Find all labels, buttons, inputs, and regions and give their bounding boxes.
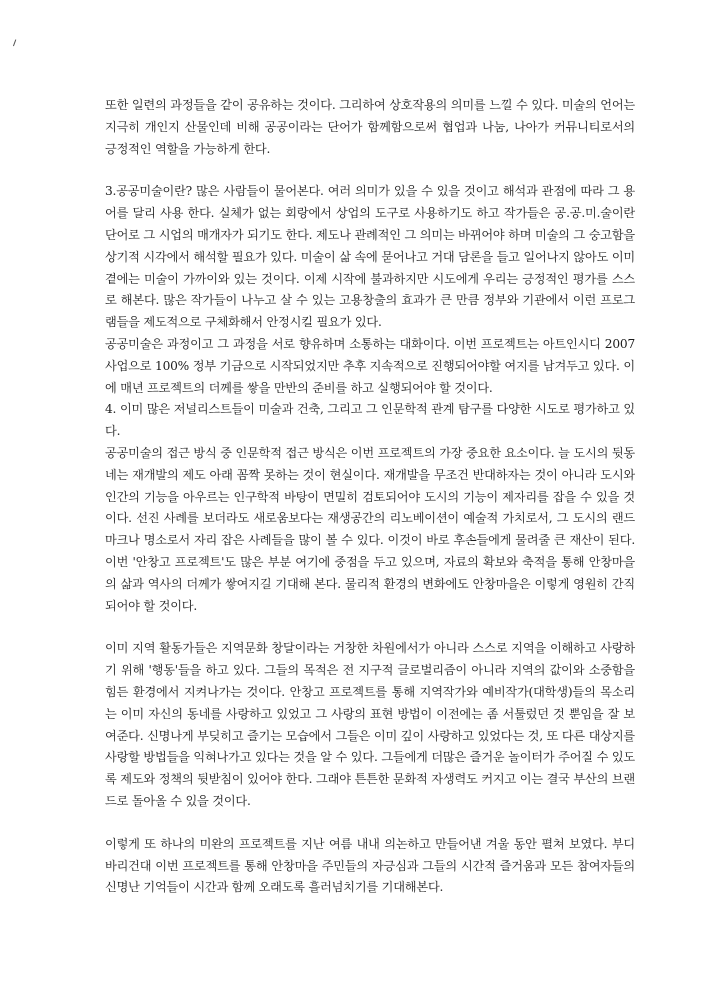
paragraph-public-art-dialogue: 공공미술은 과정이고 그 과정을 서로 향유하며 소통하는 대화이다. 이번 프로젝트는 아트인시디 2007 사업으로 100% 정부 기금으로 시작되었지만 추후 지속적으로 진행되어야할 여지를 남겨두고 있다. 이에 매년 프로젝트의 더께를 쌓을 만반의 준비를 하고 실행되어야 할 것이다. <box>105 336 635 395</box>
paragraph-section-3-public-art: 3.공공미술이란? 많은 사람들이 물어본다. 여러 의미가 있을 수 있을 것이고 해석과 관점에 따라 그 용어를 달리 사용 한다. 실체가 없는 회랑에서 상업의 도구로 사용하기도 하고 작가들은 공.공.미.술이란 단어로 그 시업의 매개자가 되기도 한다. 제도나 관례적인 그 의미는 바뀌어야 하며 미술의 그 숭고함을 상기적 시각에서 해석할 필요가 있다. 미술이 삶 속에 묻어나고 거대 담론을 들고 일어나지 않아도 이미 곁에는 미술이 가까이와 있는 것이다. 이제 시작에 불과하지만 시도에게 우리는 긍정적인 평가를 스스로 해본다. 많은 작가들이 나누고 살 수 있는 고용창출의 효과가 큰 만큼 정부와 기관에서 이런 프로그램들을 제도적으로 구체화해서 안정시킬 필요가 있다. <box>105 184 635 330</box>
paragraph-section-4-journalists: 4. 이미 많은 저널리스트들이 미술과 건축, 그리고 그 인문학적 관계 탐구를 다양한 시도로 평가하고 있다. <box>105 402 635 439</box>
paragraph-intro-continuation: 또한 일련의 과정들을 같이 공유하는 것이다. 그리하여 상호작용의 의미를 느낄 수 있다. 미술의 언어는 지극히 개인지 산물인데 비해 공공이라는 단어가 함께함으로써 협업과 나눔, 나아가 커뮤니티로서의 긍정적인 역할을 가능하게 한다. <box>105 98 635 156</box>
margin-pen-mark <box>13 39 20 47</box>
paragraph-closing: 이렇게 또 하나의 미완의 프로젝트를 지난 여름 내내 의논하고 만들어낸 겨울 동안 펼쳐 보였다. 부디 바리건대 이번 프로젝트를 통해 안창마을 주민들의 자긍심과 그들의 시간적 즐거움과 모든 참여자들의 신명난 기억들이 시간과 함께 오래도록 흘러넘치기를 기대해본다. <box>105 836 635 895</box>
paragraph-local-activists: 이미 지역 활동가들은 지역문화 창달이라는 거창한 차원에서가 아니라 스스로 지역을 이해하고 사랑하기 위해 '행동'들을 하고 있다. 그들의 목적은 전 지구적 글로벌리즘이 아니라 지역의 값이와 소중함을 힘든 환경에서 지켜나가는 것이다. 안창고 프로젝트를 통해 지역작가와 예비작가(대학생)들의 목소리는 이미 자신의 동네를 사랑하고 있었고 그 사랑의 표현 방법이 이전에는 좀 서툴렀던 것 뿐임을 잘 보여준다. 신명나게 부딪히고 즐기는 모습에서 그들은 이미 깊이 사랑하고 있었다는 것, 또 다른 대상지를 사랑할 방법들을 익혀나가고 있다는 것을 알 수 있다. 그들에게 더많은 즐거운 놀이터가 주어질 수 있도록 제도와 정책의 뒷받침이 있어야 한다. 그래야 튼튼한 문화적 자생력도 커지고 이는 결국 부산의 브랜드로 돌아올 수 있을 것이다. <box>105 641 635 808</box>
paragraph-humanities-approach: 공공미술의 접근 방식 중 인문학적 접근 방식은 이번 프로젝트의 가장 중요한 요소이다. 늘 도시의 뒷동네는 재개발의 제도 아래 꼼짝 못하는 것이 현실이다. 재개발을 무조건 반대하자는 것이 아니라 도시와 인간의 기능을 아우르는 인구학적 바탕이 면밀히 검토되어야 도시의 기능이 제자리를 잡을 수 있을 것이다. 선진 사례를 보더라도 새로움보다는 재생공간의 리노베이션이 예술적 가치로서, 그 도시의 랜드마크나 명소로서 자리 잡은 사례들을 많이 볼 수 있다. 이것이 바로 후손들에게 물려줄 큰 재산이 된다. 이번 '안창고 프로젝트'도 많은 부분 여기에 중점을 두고 있으며, 자료의 확보와 축적을 통해 안창마을의 삶과 역사의 더께가 쌓여지길 기대해 본다. 물리적 환경의 변화에도 안창마을은 이렇게 영원히 간직되어야 할 것이다. <box>105 445 635 613</box>
document-body <box>105 95 635 899</box>
